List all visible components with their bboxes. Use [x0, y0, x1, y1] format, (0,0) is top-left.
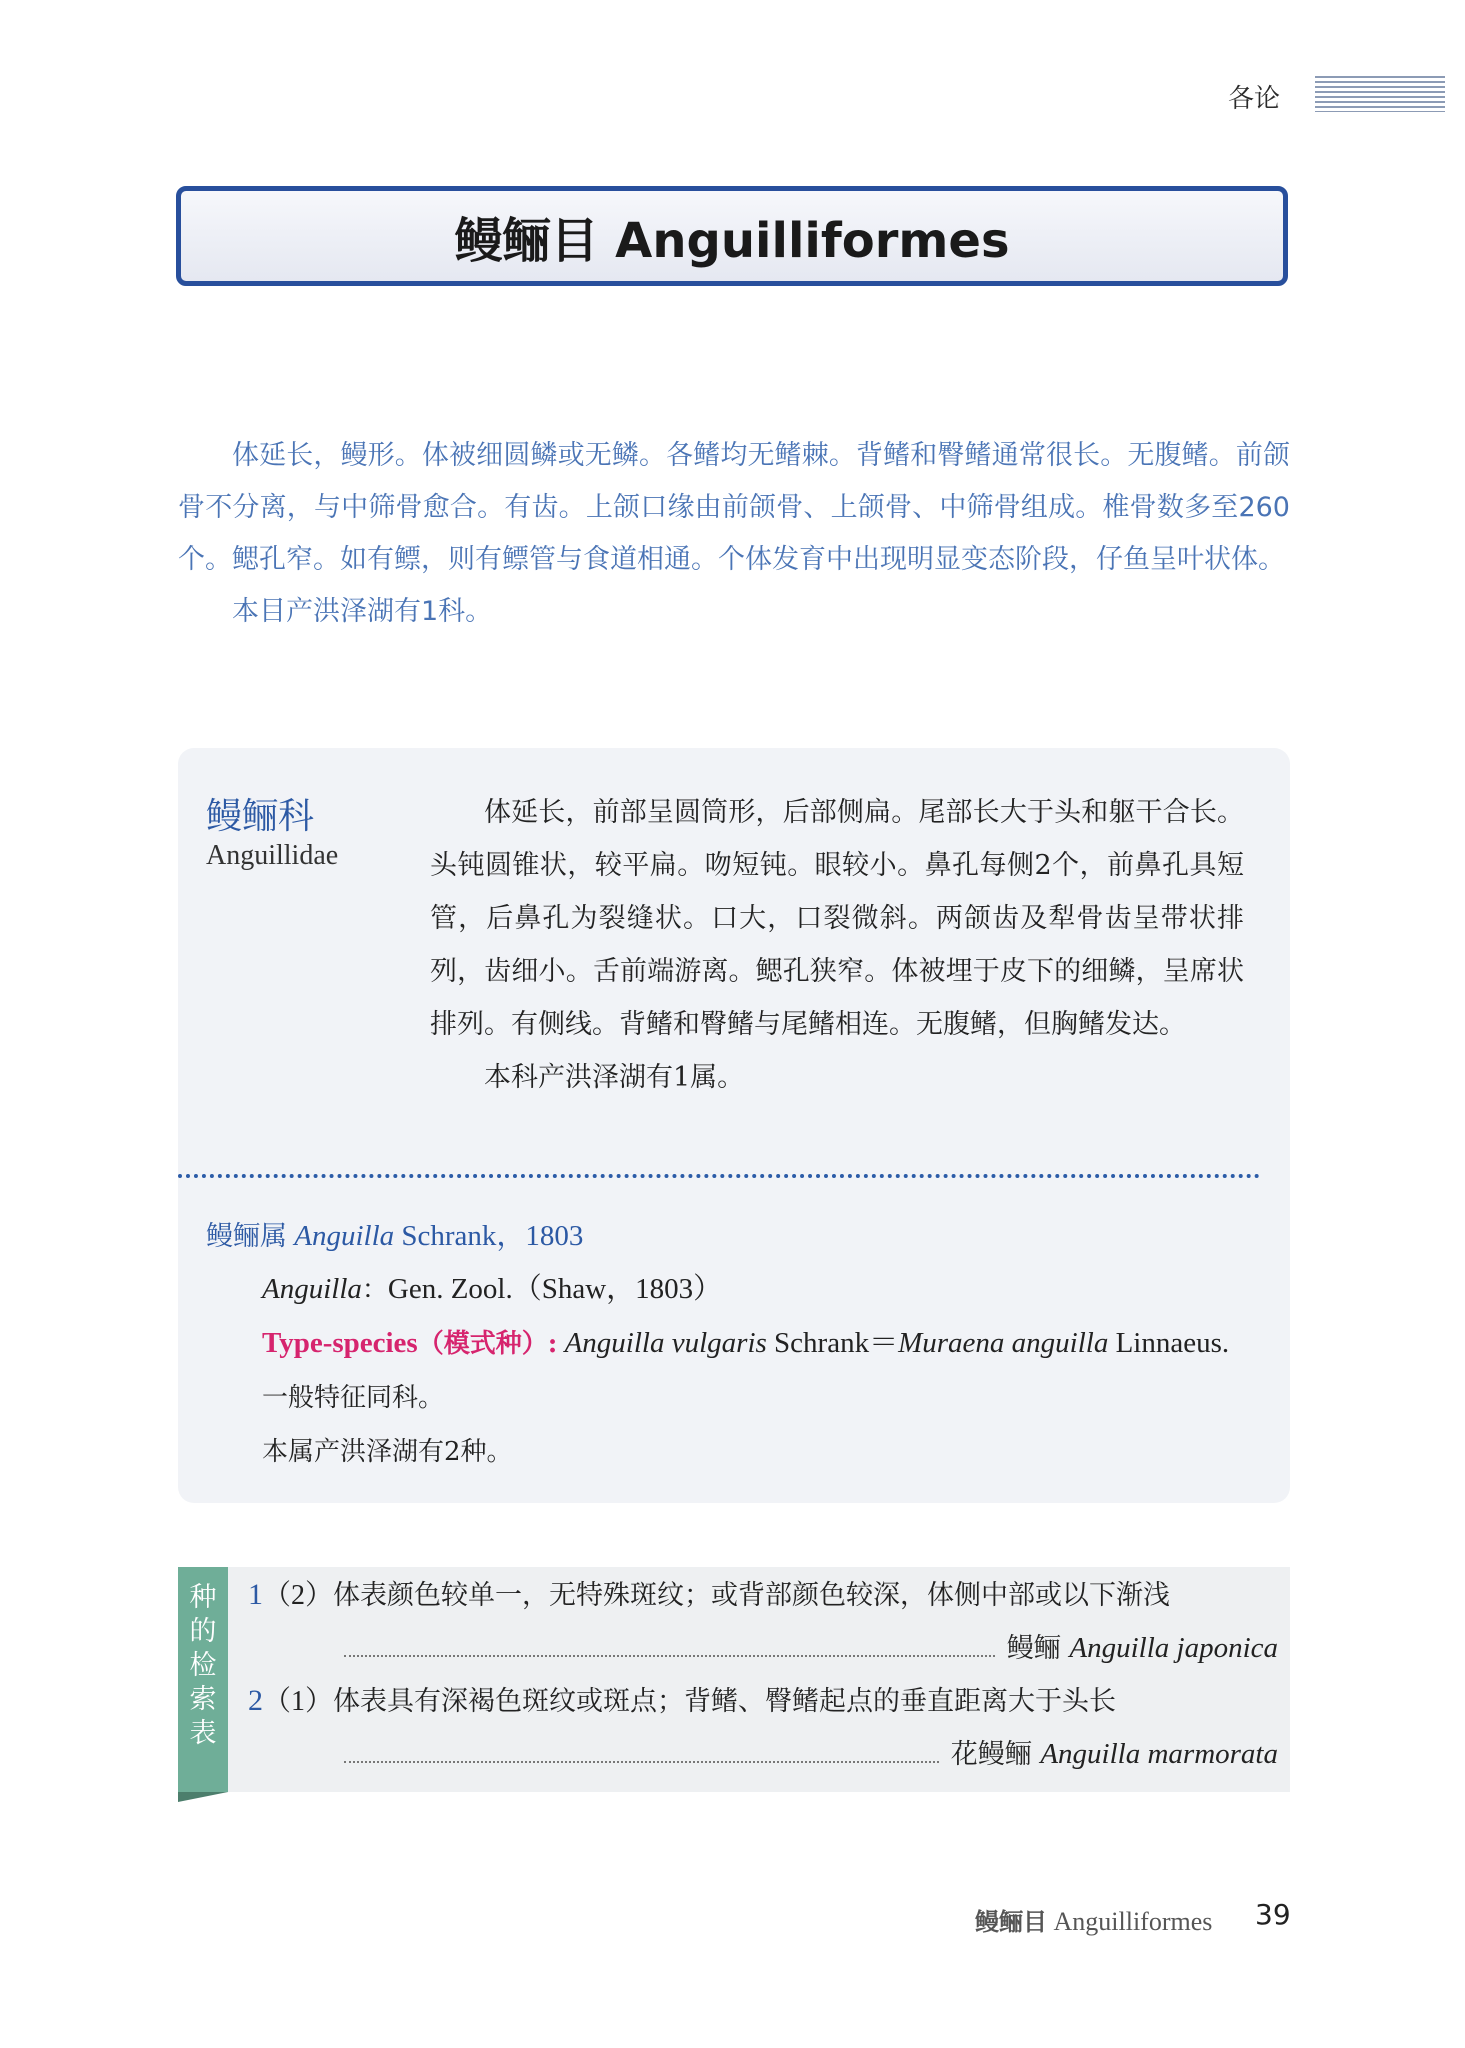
key-tab-char: 种: [189, 1582, 217, 1613]
type-species-author: Schrank＝: [774, 1327, 899, 1359]
order-title-box: [176, 186, 1288, 286]
type-species-label-zh: （模式种）:: [417, 1329, 558, 1359]
type-species-name: Anguilla vulgaris: [564, 1327, 767, 1359]
intro-count: 本目产洪泽湖有1科。: [232, 596, 493, 627]
footer-order-latin: Anguilliformes: [1053, 1907, 1213, 1936]
key-entry-text: 体表颜色较单一，无特殊斑纹；或背部颜色较深，体侧中部或以下渐浅: [333, 1580, 1171, 1611]
key-entry-ref: （1）: [263, 1686, 334, 1717]
key-entry-result-line: [248, 1622, 1278, 1675]
order-intro: [178, 430, 1290, 638]
type-species-label-en: Type-species: [262, 1327, 418, 1359]
genus-name-chinese: 鳗鲡属: [206, 1221, 287, 1252]
key-entry: [248, 1675, 1278, 1781]
key-entry-statement: [248, 1675, 1278, 1728]
section-label: 各论: [1228, 84, 1281, 114]
type-species-synonym-author: Linnaeus.: [1115, 1327, 1230, 1359]
intro-paragraph: 体延长，鳗形。体被细圆鳞或无鳞。各鳍均无鳍棘。背鳍和臀鳍通常很长。无腹鳍。前颌骨不分离，与中筛骨愈合。有齿。上颌口缘由前颌骨、上颌骨、中筛骨组成。椎骨数多至260个。鳃孔窄。如有鳔，则有鳔管与食道相通。个体发育中出现明显变态阶段，仔鱼呈叶状体。: [178, 440, 1290, 575]
genus-author: Schrank，1803: [401, 1220, 584, 1252]
family-description: [430, 786, 1244, 1104]
footer-order-chinese: 鳗鲡目: [975, 1907, 1047, 1936]
key-entry-number: 2: [248, 1684, 263, 1717]
type-species-synonym: Muraena anguilla: [898, 1327, 1109, 1359]
key-entry-statement: [248, 1569, 1278, 1622]
key-entry: [248, 1569, 1278, 1675]
species-key-tab: [178, 1567, 228, 1792]
key-entry-result: [1007, 1622, 1278, 1675]
key-result-chinese: 花鳗鲡: [950, 1739, 1032, 1770]
key-result-latin: Anguilla japonica: [1069, 1632, 1278, 1664]
genus-reference-text: Gen. Zool.（Shaw，1803）: [387, 1273, 723, 1305]
type-species-label: [262, 1327, 557, 1359]
family-description-text: 体延长，前部呈圆筒形，后部侧扁。尾部长大于头和躯干合长。头钝圆锥状，较平扁。吻短钝。眼较小。鼻孔每侧2个，前鼻孔具短管，后鼻孔为裂缝状。口大，口裂微斜。两颌齿及犁骨齿呈带状排列，齿细小。舌前端游离。鳃孔狭窄。体被埋于皮下的细鳞，呈席状排列。有侧线。背鳍和臀鳍与尾鳍相连。无腹鳍，但胸鳍发达。: [430, 797, 1244, 1040]
key-entry-result-line: [248, 1728, 1278, 1781]
genus-name-latin: Anguilla: [294, 1220, 395, 1252]
dot-leader: [344, 1654, 995, 1657]
genus-features: [206, 1371, 1266, 1425]
key-entry-text: 体表具有深褐色斑纹或斑点；背鳍、臀鳍起点的垂直距离大于头长: [333, 1686, 1117, 1717]
family-name-chinese: 鳗鲡科: [206, 796, 315, 837]
key-tab-char: 检: [189, 1650, 217, 1681]
key-result-chinese: 鳗鲡: [1006, 1633, 1061, 1664]
species-key: [178, 1567, 1290, 1792]
dot-leader: [344, 1760, 939, 1763]
genus-title: [206, 1210, 1266, 1263]
key-tab-char: 的: [189, 1616, 217, 1647]
genus-count-text: 本属产洪泽湖有2种。: [262, 1437, 513, 1467]
genus-count: [206, 1425, 1266, 1479]
family-name-latin: Anguillidae: [206, 840, 339, 871]
key-entry-result: [951, 1728, 1278, 1781]
running-footer: [975, 1902, 1212, 1937]
key-tab-char: 索: [189, 1684, 217, 1715]
genus-features-text: 一般特征同科。: [262, 1383, 445, 1413]
key-tab-fold: [178, 1792, 228, 1802]
family-card: [178, 748, 1290, 1503]
key-entry-ref: （2）: [263, 1580, 334, 1611]
key-entry-number: 1: [248, 1578, 263, 1611]
genus-reference-name: Anguilla: [262, 1273, 362, 1305]
key-result-latin: Anguilla marmorata: [1040, 1738, 1278, 1770]
type-species-line: [206, 1317, 1266, 1371]
dotted-divider: [178, 1174, 1260, 1178]
genus-reference-colon: ：: [361, 1275, 388, 1305]
genus-reference: [206, 1263, 1266, 1317]
key-tab-char: 表: [189, 1718, 217, 1749]
genus-block: [206, 1210, 1266, 1479]
header-rule-lines: [1315, 76, 1445, 112]
order-title: 鳗鲡目 Anguilliformes: [454, 212, 1010, 269]
family-count: 本科产洪泽湖有1属。: [484, 1062, 745, 1093]
page-number: 39: [1255, 1898, 1291, 1931]
